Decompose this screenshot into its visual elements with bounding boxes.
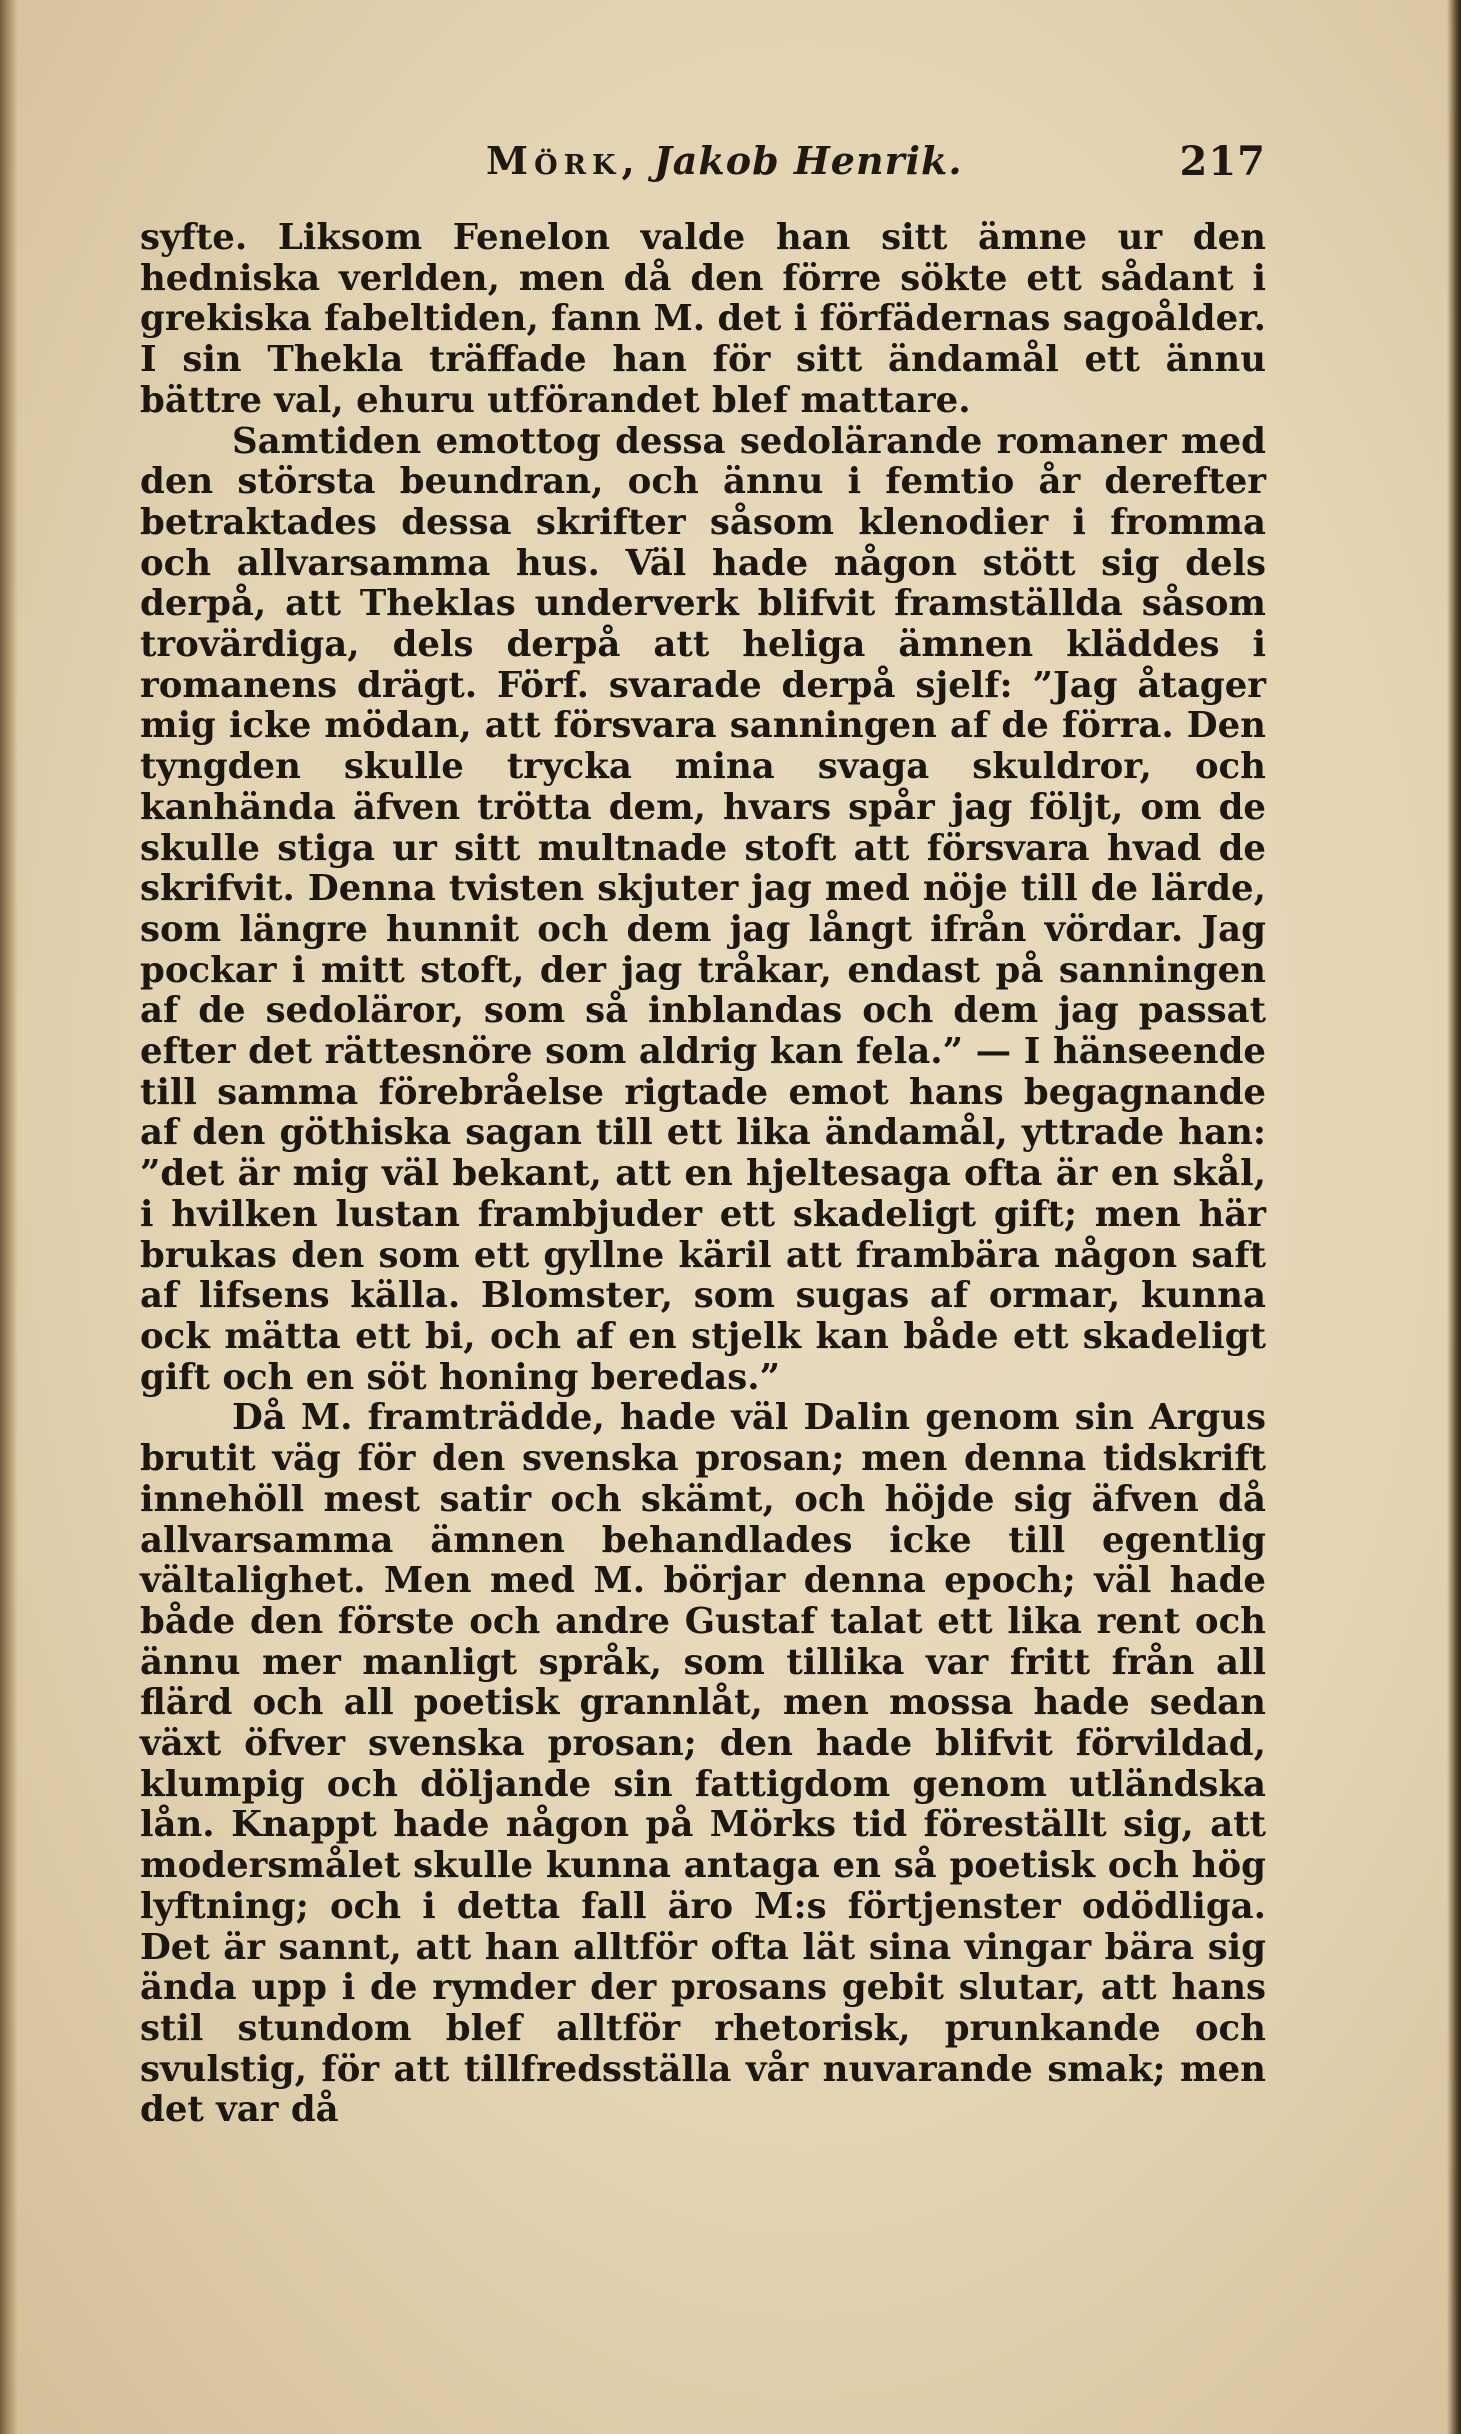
header-surname: Mörk, (486, 138, 641, 183)
page-right-edge (1447, 0, 1461, 2434)
paragraph-3: Då M. framträdde, hade väl Dalin genom sin Argus brutit väg för den svenska prosan; men denna tidskrift innehöll mest satir och skämt, och höjde sig äfven då allvarsamma ämnen behandlades icke till egentlig vältalighet. Men med M. börjar denna epoch; väl hade både den förste och andre Gustaf talat ett lika rent och ännu mer manligt språk, som tillika var fritt från all flärd och all poetisk grannlåt, men mossa hade sedan växt öfver svenska prosan; den hade blifvit förvildad, klumpig och döljande sin fattigdom genom utländska lån. Knappt hade någon på Mörks tid föreställt sig, att modersmålet skulle kunna antaga en så poetisk och hög lyftning; och i detta fall äro M:s förtjenster odödliga. Det är sannt, att han alltför ofta lät sina vingar bära sig ända upp i de rymder der prosans gebit slutar, att hans stil stundom blef alltför rhetorisk, prunkande och svulstig, för att tillfredsställa vår nuvarande smak; men det var då (140, 1397, 1266, 2131)
paragraph-1: syfte. Liksom Fenelon valde han sitt ämne ur den hedniska verlden, men då den förre sökte ett sådant i grekiska fabeltiden, fann M. det i förfädernas sagoålder. I sin Thekla träffade han för sitt ändamål ett ännu bättre val, ehuru utförandet blef mattare. (140, 217, 1266, 421)
page-left-edge (0, 0, 18, 2434)
running-header (486, 138, 1266, 198)
page-number: 217 (1179, 138, 1266, 185)
body-text (140, 218, 1266, 2131)
paragraph-2: Samtiden emottog dessa sedolärande romaner med den största beundran, och ännu i femtio år derefter betraktades dessa skrifter såsom klenodier i fromma och allvarsamma hus. Väl hade någon stött sig dels derpå, att Theklas underverk blifvit framställda såsom trovärdiga, dels derpå att heliga ämnen kläddes i romanens drägt. Förf. svarade derpå sjelf: ”Jag åtager mig icke mödan, att försvara sanningen af de förra. Den tyngden skulle trycka mina svaga skuldror, och kanhända äfven trötta dem, hvars spår jag följt, om de skulle stiga ur sitt multnade stoft att försvara hvad de skrifvit. Denna tvisten skjuter jag med nöje till de lärde, som längre hunnit och dem jag långt ifrån vördar. Jag pockar i mitt stoft, der jag tråkar, endast på sanningen af de sedoläror, som så inblandas och dem jag passat efter det rättesnöre som aldrig kan fela.” — I hänseende till samma förebråelse rigtade emot hans begagnande af den göthiska sagan till ett lika ändamål, yttrade han: ”det är mig väl bekant, att en hjeltesaga ofta är en skål, i hvilken lustan frambjuder ett skadeligt gift; men här brukas den som ett gyllne käril att frambära någon saft af lifsens källa. Blomster, som sugas af ormar, kunna ock mätta ett bi, och af en stjelk kan både ett skadeligt gift och en söt honing beredas.” (140, 420, 1266, 1398)
header-given-names: Jakob Henrik. (653, 138, 963, 183)
